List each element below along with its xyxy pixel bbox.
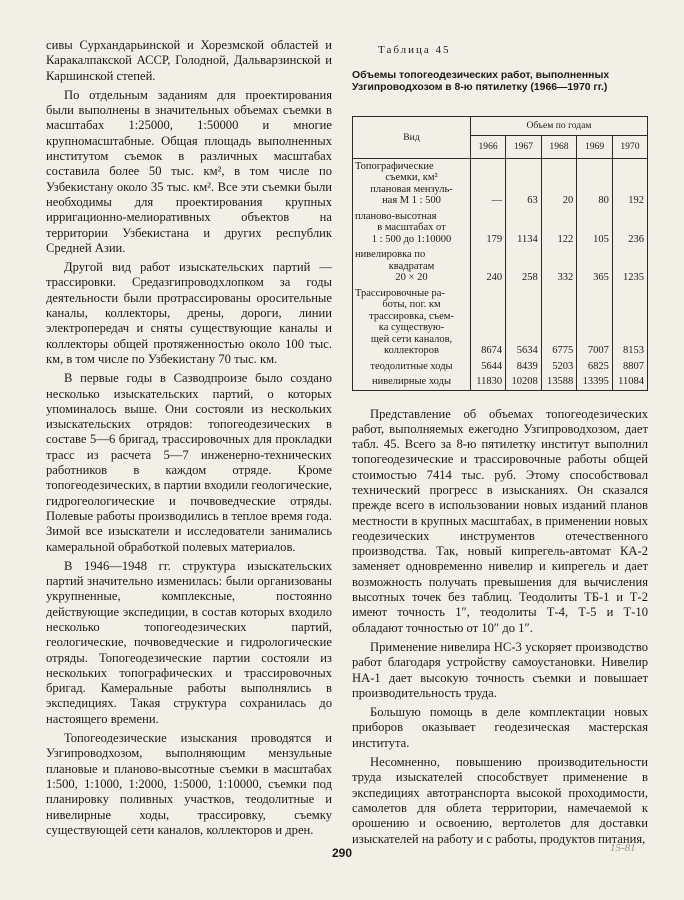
table-cell: 20 — [541, 158, 577, 209]
margin-note: 15-81 — [610, 842, 636, 854]
kind-label-line: щей сети каналов, — [370, 333, 453, 345]
table-caption: Объемы топогеодезических работ, выполненных Узгипроводхозом в 8-ю пятилетку (1966—1970 гг.) — [352, 70, 610, 93]
paragraph: сивы Сурхандарьинской и Хорезмской областей и Каракалпакской АССР, Голодной, Дальварзинской и Каршинской степей. — [46, 38, 332, 83]
kind-label-line: ка существую- — [378, 322, 445, 333]
table-cell: 13395 — [577, 374, 613, 390]
paragraph: По отдельным заданиям для проектирования были выполнены в значительных объемах съемки в масштабах 1:25000, 1:50000 и многие крупномасштабные. Общая площадь выполненных институтом съемок в различных масштабах составила более 50 тыс. км², в том числе по Узбекистану около 35 тыс. км². Все эти съемки были необходимы для проектирования крупных ирригационно-мелиоративных объектов на территории Узбекистана и других республик Средней Азии. — [46, 87, 332, 255]
kind-label-line: нивелировка по — [355, 249, 426, 260]
table-cell: 240 — [471, 247, 506, 286]
table-cell: 8807 — [612, 359, 647, 375]
row-kind-label — [353, 158, 471, 209]
row-kind-label — [353, 209, 471, 248]
table-cell: 8674 — [471, 286, 506, 359]
table-row — [353, 374, 648, 390]
table-cell: 5634 — [506, 286, 542, 359]
kind-label-line: плановая мензуль- — [370, 183, 453, 195]
table-cell: 5644 — [471, 359, 506, 375]
table-row — [353, 247, 648, 286]
row-kind-label — [353, 374, 471, 390]
header-kind: Вид — [353, 117, 471, 159]
table-row — [353, 359, 648, 375]
table-cell: 11830 — [471, 374, 506, 390]
table-cell: 10208 — [506, 374, 542, 390]
row-kind-label — [353, 286, 471, 359]
kind-label-line: коллекторов — [384, 345, 439, 356]
table-cell: 13588 — [541, 374, 577, 390]
kind-label-line: нивелирные ходы — [371, 376, 452, 387]
table-cell: 365 — [577, 247, 613, 286]
kind-label-line: трассировка, съем- — [369, 310, 454, 322]
year-header: 1967 — [506, 135, 542, 158]
row-kind-label — [353, 247, 471, 286]
kind-label-line: Трассировочные ра- — [355, 287, 445, 299]
table-cell: 192 — [612, 158, 647, 209]
table-cell: 5203 — [541, 359, 577, 375]
table-cell: 122 — [541, 209, 577, 248]
table-cell: 7007 — [577, 286, 613, 359]
kind-label-line: 20 × 20 — [395, 272, 428, 283]
paragraph: Другой вид работ изыскательских партий — трассировки. Средазгипроводхлопком за годы деятельности были протрассированы оросительные каналы, коллекторы, дрены, дороги, линии электропередач и сняты существующие каналы и коллекторы общей протяженностью около 100 тыс. км, в том числе по Узбекистану 70 тыс. км. — [46, 260, 332, 366]
paragraph: Большую помощь в деле комплектации новых приборов оказывает геодезическая мастерская института. — [352, 705, 648, 750]
kind-label-line: боты, пог. км — [382, 299, 441, 310]
table-cell: 8153 — [612, 286, 647, 359]
paragraph: В первые годы в Сазводпроизе было создано несколько изыскательских партий, о которых упоминалось выше. Они состояли из нескольких изыскательских отрядов: топогеодезических в составе 5—6 бригад, трассировочных для прокладки трасс из расчета 5—7 инженерно-технических работников в каждом отряде. Кроме топогеодезических, в партии входили геологические, гидрогеологические и почвоведческие отряды. Полевые работы производились в теплое время года. Зимой все изыскатели и исследователи занимались камеральной обработкой полевых материалов. — [46, 371, 332, 554]
table-row — [353, 286, 648, 359]
paragraph: Применение нивелира НС-3 ускоряет производство работ благодаря устройству самоустановки. Нивелир НА-1 дает высокую точность съемки и повышает производительность труда. — [352, 639, 648, 700]
volume-table — [352, 116, 648, 391]
paragraph: Представление об объемах топогеодезических работ, выполняемых ежегодно Узгипроводхозом, дает табл. 45. Всего за 8-ю пятилетку институт выполнил топогеодезические и трассировочные работы общей стоимостью 7414 тыс. руб. Этому способствовал технический прогресс в изысканиях. Он сказался прежде всего в использовании новых изданий планов местности в крупных масштабах, в применении новых геодезических инструментов отечественного производства. Так, новый кипрегель-автомат КА-2 заменяет одновременно нивелир и кипрегель и дает возможность получать превышения для вычисления высотных точек без таблиц. Теодолиты ТБ-1 и Т-2 имеют точность 1″, теодолиты Т-4, Т-5 и Т-10 обладают точностью от 10″ до 1″. — [352, 406, 648, 635]
kind-label-line: ная М 1 : 500 — [382, 195, 441, 206]
table-cell: 11084 — [612, 374, 647, 390]
table-cell: 236 — [612, 209, 647, 248]
table-cell: 6825 — [577, 359, 613, 375]
right-column — [352, 38, 648, 851]
paragraph: В 1946—1948 гг. структура изыскательских партий значительно изменилась: были организованы укрупненные, комплексные, постоянно действующие экспедиции, в состав которых входило несколько топогеодезических партий, геологические, почвоведческие и гидрологические отряды. Топогеодезические партии состояли из нескольких топографических и трассировочных бригад. Камеральные работы выполнялись в экспедициях. Такая структура сохранилась до настоящего времени. — [46, 558, 332, 726]
table-cell: 105 — [577, 209, 613, 248]
kind-label-line: 1 : 500 до 1:10000 — [371, 233, 452, 245]
page-number: 290 — [331, 846, 353, 860]
table-cell: 80 — [577, 158, 613, 209]
table-cell: 332 — [541, 247, 577, 286]
paragraph: Топогеодезические изыскания проводятся и Узгипроводхозом, выполняющим мензульные плановые и планово-высотные съемки в масштабах 1:500, 1:1000, 1:2000, 1:5000, 1:10000, съемки под планировку поливных участков, теодолитные и нивелирные ходы, трассировку, съемку существующей сети каналов, коллекторов и дрен. — [46, 731, 332, 837]
table-cell: 258 — [506, 247, 542, 286]
year-header: 1966 — [471, 135, 506, 158]
year-header: 1968 — [541, 135, 577, 158]
table-cell: — — [471, 158, 506, 209]
paragraph: Несомненно, повышению производительности труда изыскателей способствует применение в экспедициях автотранспорта высокой проходимости, самолетов для облета территории, намечаемой к орошению и освоению, вертолетов для доставки изыскателей на работу и с работы, продуктов питания, — [352, 755, 648, 846]
kind-label-line: теодолитные ходы — [370, 360, 453, 372]
year-header: 1970 — [612, 135, 647, 158]
table-cell: 63 — [506, 158, 542, 209]
table-cell: 1235 — [612, 247, 647, 286]
kind-label-line: планово-высотная — [355, 210, 437, 222]
kind-label-line: Топографические — [355, 160, 434, 172]
left-column — [46, 38, 332, 842]
right-text — [352, 407, 648, 847]
kind-label-line: съемки, км² — [385, 172, 438, 183]
year-header: 1969 — [577, 135, 613, 158]
table-label: Таблица 45 — [378, 44, 451, 56]
table-cell: 8439 — [506, 359, 542, 375]
table-row — [353, 209, 648, 248]
kind-label-line: в масштабах от — [377, 222, 446, 233]
header-group: Объем по годам — [471, 117, 648, 136]
row-kind-label — [353, 359, 471, 375]
table-row — [353, 158, 648, 209]
table-cell: 1134 — [506, 209, 542, 248]
table-cell: 6775 — [541, 286, 577, 359]
kind-label-line: квадратам — [388, 260, 435, 272]
table-cell: 179 — [471, 209, 506, 248]
